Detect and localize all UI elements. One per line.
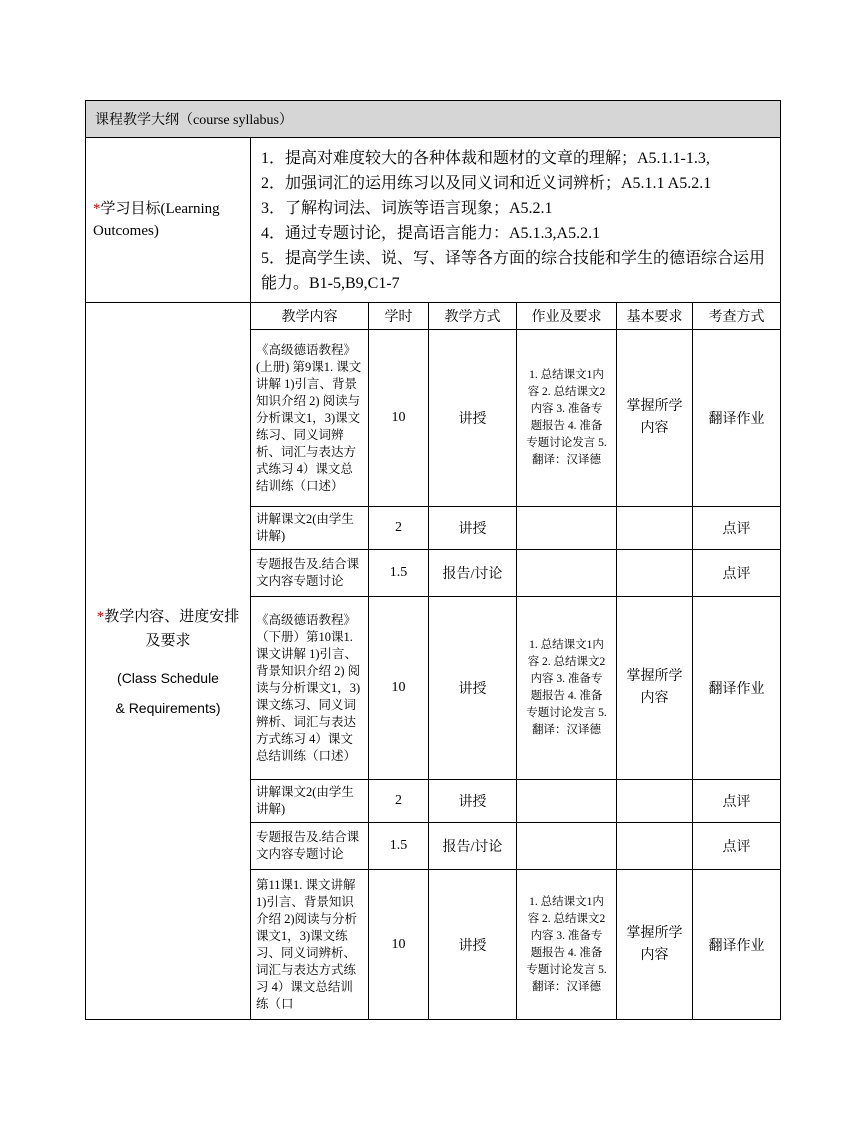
basic-requirements-cell	[617, 550, 693, 597]
hours-cell: 2	[369, 507, 429, 550]
basic-requirements-cell	[617, 823, 693, 870]
basic-requirements-cell	[617, 507, 693, 550]
outcome-item: 5．提高学生读、说、写、译等各方面的综合技能和学生的德语综合运用能力。B1-5,B9,C1-7	[261, 250, 766, 292]
content-cell: 讲解课文2(由学生讲解)	[251, 780, 369, 823]
homework-cell	[517, 823, 617, 870]
method-cell: 讲授	[429, 507, 517, 550]
col-header-homework: 作业及要求	[517, 303, 617, 330]
content-cell: 《高级德语教程》(上册) 第9课1. 课文讲解 1)引言、背景知识介绍 2) 阅读与分析课文1，3)课文练习、同义词辨析、词汇与表达方式练习 4）课文总结训练（口述）	[251, 330, 369, 507]
method-cell: 讲授	[429, 597, 517, 780]
col-header-assessment: 考查方式	[693, 303, 781, 330]
content-text-clipped: 第11课1. 课文讲解 1)引言、背景知识介绍 2)阅读与分析课文1，3)课文练习、同义词辨析、词汇与表达方式练习 4）课文总结训练（口	[256, 877, 358, 1011]
schedule-label-en-line2: & Requirements)	[115, 700, 221, 716]
hours-cell: 10	[369, 870, 429, 1020]
hours-cell: 1.5	[369, 823, 429, 870]
outcome-item: 2．加强词汇的运用练习以及同义词和近义词辨析；A5.1.1 A5.2.1	[261, 175, 712, 192]
hours-cell: 10	[369, 330, 429, 507]
col-header-basic-requirements: 基本要求	[617, 303, 693, 330]
hours-cell: 1.5	[369, 550, 429, 597]
schedule-label-cn	[93, 605, 243, 653]
col-header-teaching-content: 教学内容	[251, 303, 369, 330]
basic-requirements-cell: 掌握所学内容	[617, 597, 693, 780]
learning-outcomes-label-cell	[86, 138, 251, 303]
schedule-label-en-line1: (Class Schedule	[117, 670, 219, 686]
title-row	[86, 101, 781, 138]
content-cell	[251, 870, 369, 1020]
required-asterisk: *	[93, 201, 101, 217]
hours-cell: 2	[369, 780, 429, 823]
assessment-cell: 点评	[693, 507, 781, 550]
content-cell: 《高级德语教程》（下册）第10课1. 课文讲解 1)引言、背景知识介绍 2) 阅读与分析课文1，3)课文练习、同义词辨析、词汇与表达方式练习 4）课文总结训练（口述）	[251, 597, 369, 780]
basic-requirements-cell: 掌握所学内容	[617, 330, 693, 507]
content-cell: 专题报告及.结合课文内容专题讨论	[251, 550, 369, 597]
homework-cell: 1. 总结课文1内容 2. 总结课文2 内容 3. 准备专题报告 4. 准备专题讨论发言 5. 翻译：汉译德	[517, 330, 617, 507]
method-cell: 讲授	[429, 780, 517, 823]
learning-outcomes-list	[251, 138, 781, 303]
schedule-label-cn-text: 教学内容、进度安排及要求	[104, 609, 240, 649]
homework-cell: 1. 总结课文1内容 2. 总结课文2 内容 3. 准备专题报告 4. 准备专题讨论发言 5. 翻译：汉译德	[517, 597, 617, 780]
col-header-teaching-method: 教学方式	[429, 303, 517, 330]
method-cell: 讲授	[429, 330, 517, 507]
assessment-cell: 点评	[693, 780, 781, 823]
method-cell: 讲授	[429, 870, 517, 1020]
syllabus-title: 课程教学大纲（course syllabus）	[86, 101, 781, 138]
col-header-hours: 学时	[369, 303, 429, 330]
basic-requirements-cell	[617, 780, 693, 823]
content-cell: 专题报告及.结合课文内容专题讨论	[251, 823, 369, 870]
homework-cell	[517, 550, 617, 597]
outcome-item: 4．通过专题讨论，提高语言能力：A5.1.3,A5.2.1	[261, 225, 601, 242]
assessment-cell: 翻译作业	[693, 330, 781, 507]
method-cell: 报告/讨论	[429, 550, 517, 597]
homework-cell	[517, 780, 617, 823]
method-cell: 报告/讨论	[429, 823, 517, 870]
hours-cell: 10	[369, 597, 429, 780]
learning-outcomes-row	[86, 138, 781, 303]
assessment-cell: 翻译作业	[693, 597, 781, 780]
schedule-label-cell	[86, 303, 251, 1020]
assessment-cell: 点评	[693, 823, 781, 870]
homework-cell	[517, 507, 617, 550]
schedule-header-row	[86, 303, 781, 330]
content-cell: 讲解课文2(由学生讲解)	[251, 507, 369, 550]
basic-requirements-cell: 掌握所学内容	[617, 870, 693, 1020]
assessment-cell: 翻译作业	[693, 870, 781, 1020]
assessment-cell: 点评	[693, 550, 781, 597]
learning-outcomes-label: 学习目标(Learning Outcomes)	[93, 201, 220, 239]
outcome-item: 1．提高对难度较大的各种体裁和题材的文章的理解；A5.1.1-1.3,	[261, 150, 710, 167]
outcome-item: 3．了解构词法、词族等语言现象；A5.2.1	[261, 200, 553, 217]
homework-cell: 1. 总结课文1内容 2. 总结课文2 内容 3. 准备专题报告 4. 准备专题讨论发言 5. 翻译：汉译德	[517, 870, 617, 1020]
syllabus-table	[85, 100, 781, 1020]
required-asterisk: *	[96, 609, 105, 625]
